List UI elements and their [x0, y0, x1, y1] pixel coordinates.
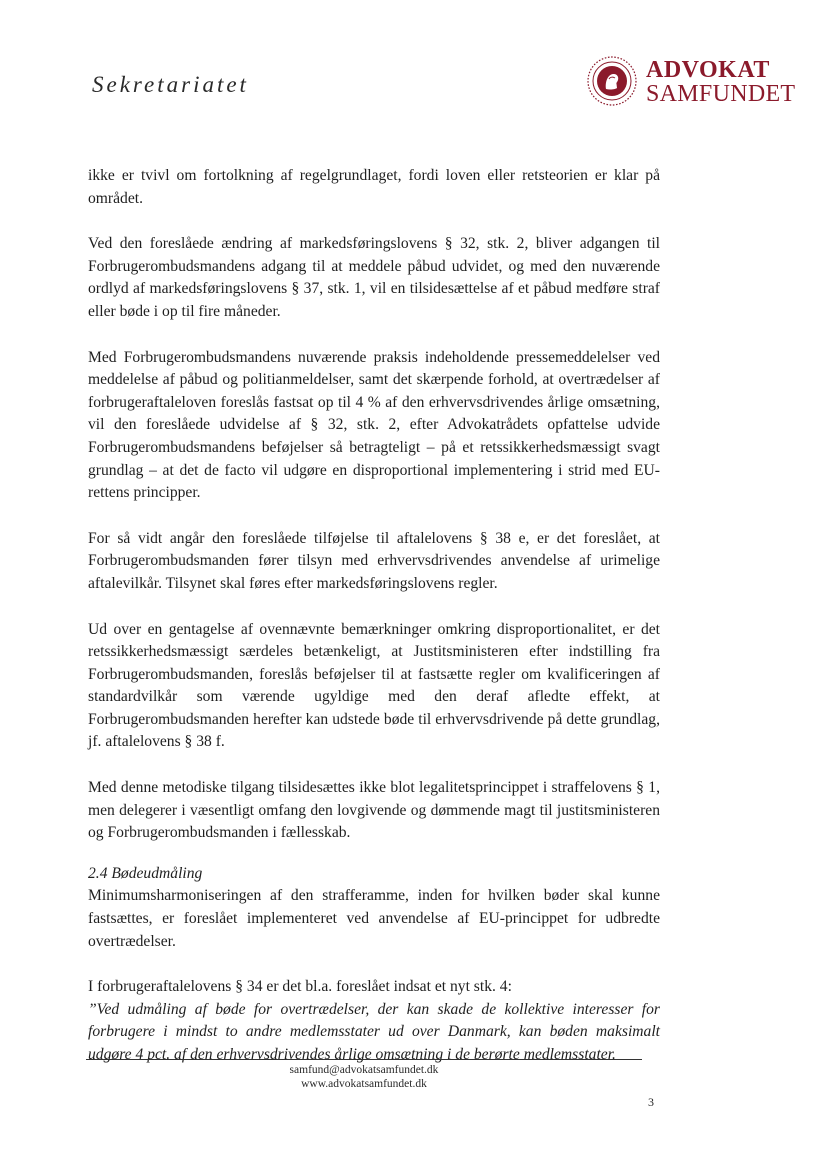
department-title: Sekretariatet: [92, 72, 249, 97]
page-number: 3: [648, 1095, 654, 1109]
advokatsamfundet-logo: [586, 55, 816, 111]
paragraph: ikke er tvivl om fortolkning af regelgrundlaget, fordi loven eller retsteorien er klar på området.: [88, 167, 660, 207]
legal-quote: ”Ved udmåling af bøde for overtrædelser, der kan skade de kollektive interesser for forbrugere i mindst to andre medlemsstater ud over Danmark, kan bøden maksimalt udgøre 4 pct. af den erhvervsdrivendes årlige omsætning i de berørte medlemsstater.: [88, 1000, 660, 1063]
paragraph: Med denne metodiske tilgang tilsidesættes ikke blot legalitetsprincippet i straffelovens § 1, men delegerer i væsentligt omfang den lovgivende og dømmende magt til justitsministeren og Forbrugerombudsmanden i fællesskab.: [88, 779, 660, 842]
seal-icon: [586, 55, 638, 107]
section-heading: 2.4 Bødeudmåling: [88, 864, 203, 882]
paragraph: Ved den foreslåede ændring af markedsføringslovens § 32, stk. 2, bliver adgangen til Forbrugerombudsmandens adgang til at meddele påbud udvidet, og med den nuværende ordlyd af markedsføringslovens § 37, stk. 1, vil en tilsidesættelse af et påbud medføre straf eller bøde i op til fire måneder.: [88, 235, 660, 320]
quote-intro: I forbrugeraftalelovens § 34 er det bl.a. foreslået indsat et nyt stk. 4:: [88, 978, 512, 996]
section-paragraph: Minimumsharmoniseringen af den strafferamme, inden for hvilken bøder skal kunne fastsættes, er foreslået implementeret ved anvendelse af EU-princippet for udbredte overtrædelser.: [88, 887, 660, 950]
paragraph: Ud over en gentagelse af ovennævnte bemærkninger omkring disproportionalitet, er det retssikkerhedsmæssigt særdeles betænkeligt, at Justitsministeren efter indstilling fra Forbrugerombudsmanden, foreslås beføjelser til at fastsætte regler om kvalificeringen af standardvilkår som værende ugyldige med den deraf afledte effekt, at Forbrugerombudsmanden herefter kan udstede bøde til erhvervsdrivende på dette grundlag, jf. aftalelovens § 38 f.: [88, 620, 660, 751]
footer-divider: [86, 1059, 642, 1060]
paragraph: For så vidt angår den foreslåede tilføjelse til aftalelovens § 38 e, er det foreslået, at Forbrugerombudsmanden fører tilsyn med erhvervsdrivendes anvendelse af urimelige aftalevilkår. Tilsynet skal føres efter markedsføringslovens regler.: [88, 529, 660, 592]
footer-website: www.advokatsamfundet.dk: [301, 1078, 427, 1090]
paragraph: Med Forbrugerombudsmandens nuværende praksis indeholdende pressemeddelelser ved meddelelse af påbud og politianmeldelser, samt det skærpende forhold, at overtrædelser af forbrugeraftaleloven foreslås fastsat op til 4 % af den erhvervsdrivendes årlige omsætning, vil den foreslåede udvidelse af § 32, stk. 2, efter Advokatrådets opfattelse udvide Forbrugerombudsmandens beføjelser så betragteligt – på et retssikkerhedsmæssigt svagt grundlag – at det de facto vil udgøre en disproportional implementering i strid med EU-rettens principper.: [88, 348, 660, 502]
logo-wordmark: [646, 58, 795, 106]
body-text: [88, 165, 660, 1067]
logo-line-advokat: ADVOKAT: [646, 57, 770, 83]
logo-line-samfundet: SAMFUNDET: [646, 81, 796, 107]
footer-email: samfund@advokatsamfundet.dk: [289, 1064, 439, 1076]
